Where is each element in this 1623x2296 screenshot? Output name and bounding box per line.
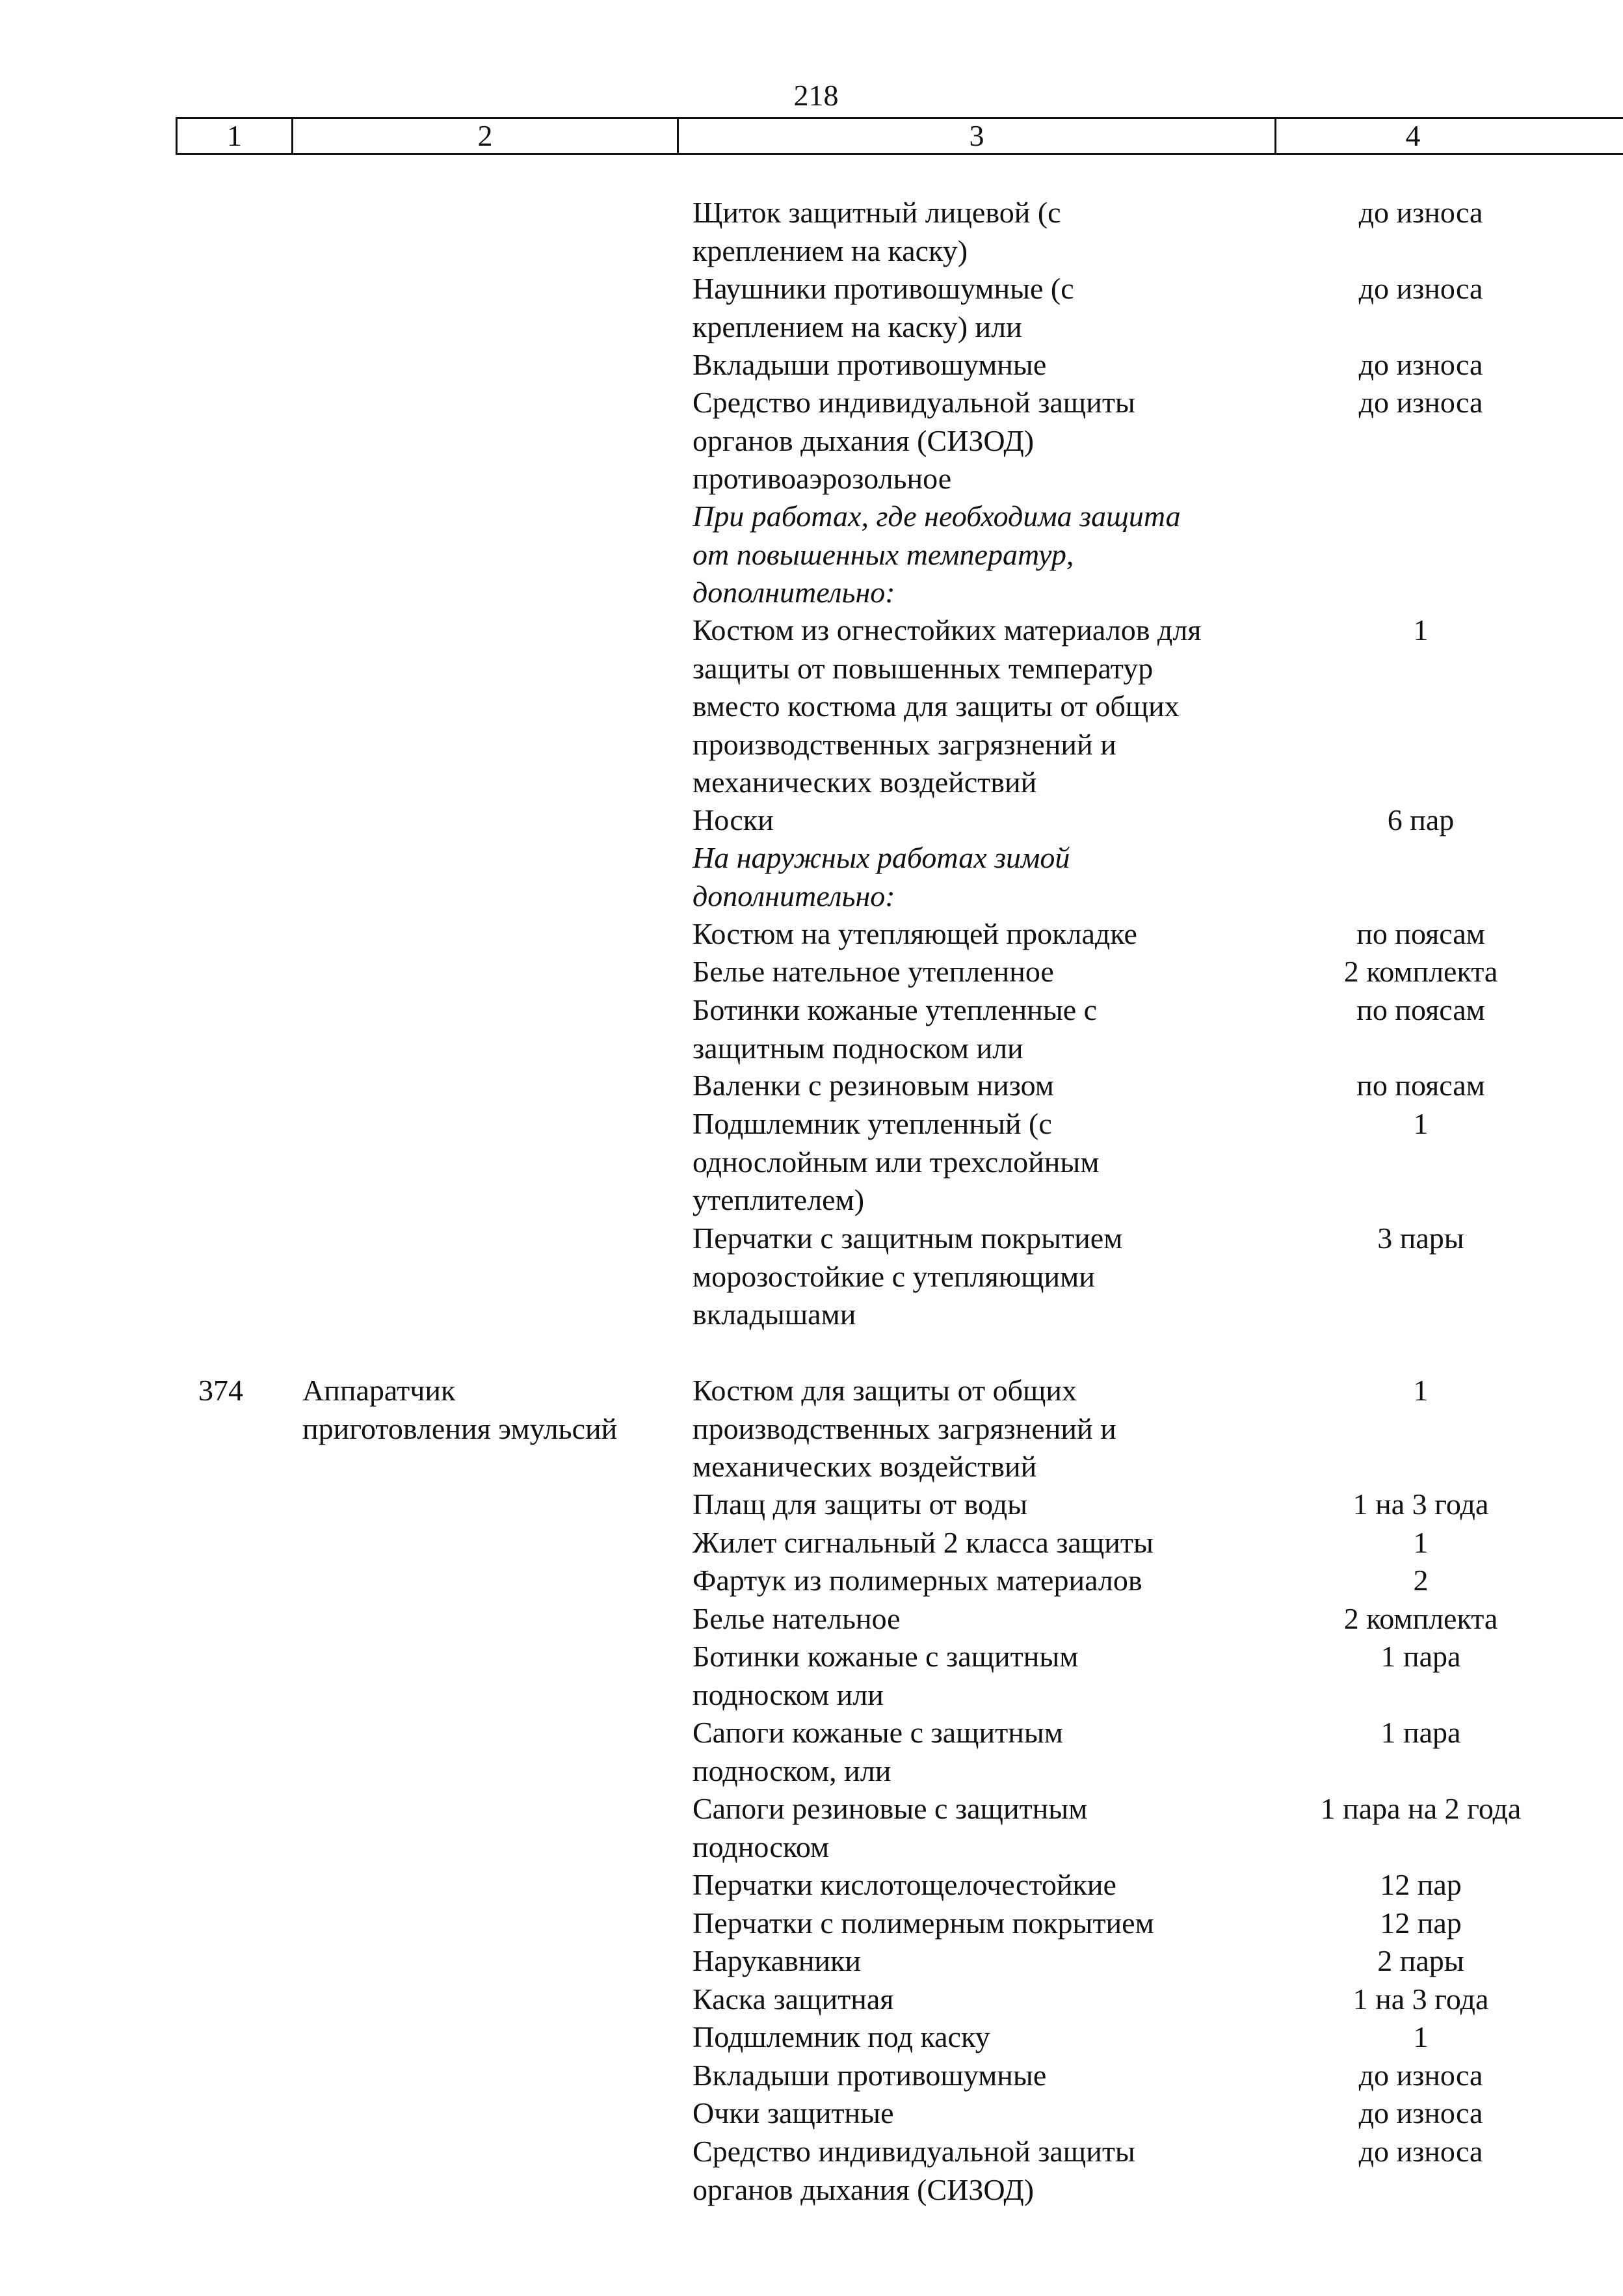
norm-text: 2 комплекта bbox=[1343, 955, 1498, 988]
norm-text: по поясам bbox=[1356, 917, 1485, 950]
norm-text: 1 bbox=[1413, 2020, 1429, 2053]
item-text: Фартук из полимерных материалов bbox=[693, 1564, 1142, 1597]
item-text: Костюм на утепляющей прокладке bbox=[693, 917, 1137, 950]
item-text: Подшлемник под каску bbox=[693, 2020, 990, 2053]
item-text: Нарукавники bbox=[693, 1944, 862, 1977]
norm-text: до износа bbox=[1358, 272, 1483, 305]
item-text: Жилет сигнальный 2 класса защиты bbox=[693, 1526, 1154, 1559]
item-text: Вкладыши противошумные bbox=[693, 2059, 1047, 2092]
item-text: Сапоги резиновые с защитным подноском bbox=[693, 1792, 1088, 1863]
item-text: Носки bbox=[693, 803, 774, 836]
norm-text: до износа bbox=[1358, 2096, 1483, 2129]
item-text: Каска защитная bbox=[693, 1982, 894, 2016]
item-text: Белье нательное утепленное bbox=[693, 955, 1054, 988]
norm-text: 1 пара на 2 года bbox=[1320, 1792, 1522, 1825]
item-text: Ботинки кожаные с защитным подноском или bbox=[693, 1640, 1079, 1711]
norm-text: 2 комплекта bbox=[1343, 1602, 1498, 1635]
norm-text: 1 bbox=[1413, 613, 1429, 647]
norm-text: 12 пар bbox=[1380, 1868, 1462, 1901]
norm-text: до износа bbox=[1358, 2059, 1483, 2092]
item-text: Вкладыши противошумные bbox=[693, 348, 1047, 381]
item-text: Валенки с резиновым низом bbox=[693, 1069, 1054, 1102]
item-text: Перчатки кислотощелочестойкие bbox=[693, 1868, 1116, 1901]
item-text: Наушники противошумные (с креплением на каску) или bbox=[693, 272, 1074, 343]
norm-text: 2 пары bbox=[1377, 1944, 1464, 1977]
norm-text: 1 на 3 года bbox=[1352, 1488, 1489, 1521]
column-header-2: 2 bbox=[477, 119, 493, 152]
item-text: Подшлемник утепленный (с однослойным или трехслойным утеплителем) bbox=[693, 1107, 1100, 1216]
item-text: Костюм для защиты от общих производственных загрязнений и механических воздействий bbox=[693, 1374, 1116, 1483]
profession-name: Аппаратчик приготовления эмульсий bbox=[302, 1374, 618, 1445]
norm-text: 2 bbox=[1413, 1564, 1429, 1597]
item-text: Средство индивидуальной защиты органов дыхания (СИЗОД) bbox=[693, 2135, 1135, 2206]
column-header-3: 3 bbox=[969, 119, 984, 152]
entry-number: 374 bbox=[198, 1374, 243, 1407]
item-text: Ботинки кожаные утепленные с защитным подноском или bbox=[693, 993, 1098, 1065]
section-subheading: При работах, где необходима защита от повышенных температур, дополнительно: bbox=[693, 500, 1181, 609]
norm-text: 6 пар bbox=[1387, 803, 1455, 836]
page-number: 218 bbox=[793, 79, 839, 112]
item-text: Средство индивидуальной защиты органов дыхания (СИЗОД) противоаэрозольное bbox=[693, 386, 1135, 495]
item-text: Перчатки с полимерным покрытием bbox=[693, 1906, 1154, 1940]
item-text: Сапоги кожаные с защитным подноском, или bbox=[693, 1716, 1063, 1787]
norm-text: до износа bbox=[1358, 386, 1483, 419]
norm-text: 12 пар bbox=[1380, 1906, 1462, 1940]
norm-text: 1 пара bbox=[1380, 1716, 1461, 1749]
column-header-4: 4 bbox=[1405, 119, 1421, 152]
column-header-1: 1 bbox=[227, 119, 242, 152]
norm-text: 1 bbox=[1413, 1374, 1429, 1407]
item-text: Перчатки с защитным покрытием морозостойкие с утепляющими вкладышами bbox=[693, 1221, 1123, 1331]
column-header-row bbox=[176, 117, 1623, 155]
norm-text: 1 на 3 года bbox=[1352, 1982, 1489, 2016]
norm-text: по поясам bbox=[1356, 993, 1485, 1026]
norm-text: до износа bbox=[1358, 196, 1483, 229]
item-text: Плащ для защиты от воды bbox=[693, 1488, 1028, 1521]
norm-text: 1 bbox=[1413, 1526, 1429, 1559]
norm-text: до износа bbox=[1358, 348, 1483, 381]
item-text: Костюм из огнестойких материалов для защиты от повышенных температур вместо костюма для защиты от общих производственных загрязнений и механических воздействий bbox=[693, 613, 1202, 799]
norm-text: до износа bbox=[1358, 2135, 1483, 2168]
norm-text: 3 пары bbox=[1377, 1221, 1464, 1255]
item-text: Белье нательное bbox=[693, 1602, 901, 1635]
section-subheading: На наружных работах зимой дополнительно: bbox=[693, 841, 1070, 913]
norm-text: 1 пара bbox=[1380, 1640, 1461, 1673]
item-text: Щиток защитный лицевой (с креплением на каску) bbox=[693, 196, 1061, 267]
item-text: Очки защитные bbox=[693, 2096, 894, 2129]
norm-text: 1 bbox=[1413, 1107, 1429, 1140]
norm-text: по поясам bbox=[1356, 1069, 1485, 1102]
